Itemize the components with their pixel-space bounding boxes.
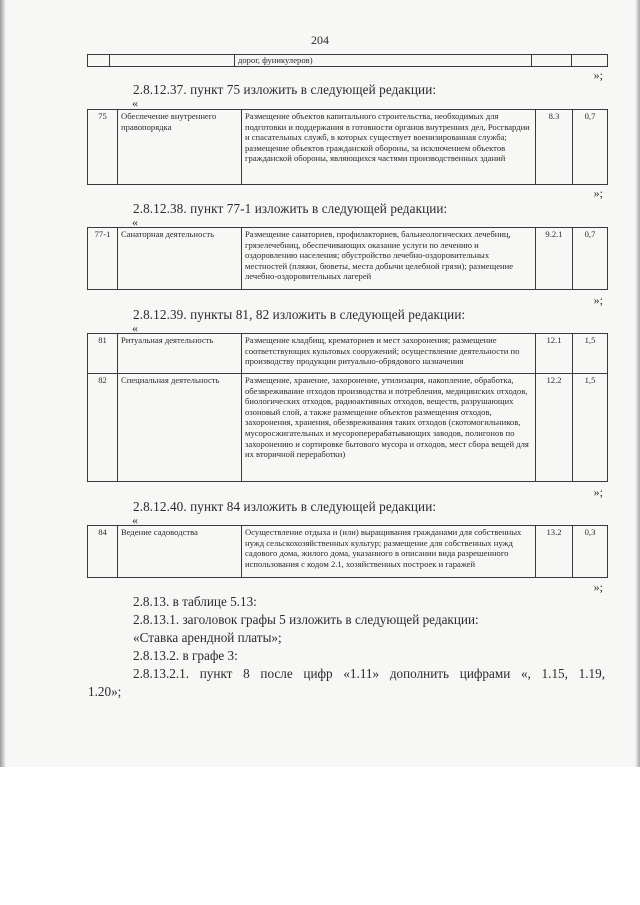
section-heading: 2.8.12.40. пункт 84 изложить в следующей редакции: <box>133 499 437 514</box>
cell-code: 12.2 <box>536 374 573 482</box>
paragraph-continuation: 1.20»; <box>88 684 122 699</box>
opening-quote: « <box>132 321 138 335</box>
scan-shadow-left <box>0 0 6 767</box>
table-row <box>88 334 608 374</box>
closing-quote: »; <box>593 186 603 200</box>
cell-num: 77-1 <box>88 228 118 290</box>
closing-quote: »; <box>593 580 603 594</box>
table-continuation <box>87 54 608 67</box>
cell-desc: Размещение санаториев, профилакториев, бальнеологических лечебниц, грязелечебниц, обеспечивающих оказание услуги по лечению и оздоровлению населения; обустройство лечебно-оздоровительных местностей (пляжи, бюветы, места добычи целебной грязи); размещение лечебно-оздоровительных лагерей <box>242 228 536 290</box>
paragraph: 2.8.13.2.1. пункт 8 после цифр «1.11» дополнить цифрами «, 1.15, 1.19, <box>133 666 605 681</box>
table-row <box>88 228 608 290</box>
paragraph: 2.8.13.2. в графе 3: <box>133 648 238 663</box>
cell-code: 12.1 <box>536 334 573 374</box>
cell-num: 75 <box>88 110 118 185</box>
page-number: 204 <box>311 33 329 47</box>
cell-rate: 0,7 <box>573 110 608 185</box>
table-row <box>88 55 608 67</box>
cell-code: 8.3 <box>536 110 573 185</box>
cell-code: 13.2 <box>536 526 573 578</box>
cell-desc: дорог, фуникулеров) <box>235 55 532 67</box>
closing-quote: »; <box>593 68 603 82</box>
cell-name: Обеспечение внутреннего правопорядка <box>118 110 242 185</box>
table-row <box>88 110 608 185</box>
table-row <box>88 374 608 482</box>
paragraph: «Ставка арендной платы»; <box>133 630 282 645</box>
cell-num: 81 <box>88 334 118 374</box>
table-row <box>88 526 608 578</box>
table-section-3 <box>87 333 608 482</box>
section-heading: 2.8.12.38. пункт 77-1 изложить в следующей редакции: <box>133 201 448 216</box>
cell-name: Ритуальная деятельность <box>118 334 242 374</box>
scan-shadow-right <box>635 0 640 767</box>
closing-quote: »; <box>593 485 603 499</box>
cell-num: 82 <box>88 374 118 482</box>
cell-code: 9.2.1 <box>536 228 573 290</box>
cell-desc: Размещение объектов капитального строительства, необходимых для подготовки и поддержания в готовности органов внутренних дел, Росгвардии и спасательных служб, в которых существует военизированная служба; размещение объектов гражданской обороны, за исключением объектов гражданской обороны, являющихся частями производственных зданий <box>242 110 536 185</box>
paragraph: 2.8.13.1. заголовок графы 5 изложить в следующей редакции: <box>133 612 479 627</box>
table-section-2 <box>87 227 608 290</box>
section-heading: 2.8.12.37. пункт 75 изложить в следующей редакции: <box>133 82 437 97</box>
cell-rate: 1,5 <box>573 374 608 482</box>
paragraph: 2.8.13. в таблице 5.13: <box>133 594 257 609</box>
table-section-4 <box>87 525 608 578</box>
table-section-1 <box>87 109 608 185</box>
cell-desc: Размещение кладбищ, крематориев и мест захоронения; размещение соответствующих культовых сооружений; осуществление деятельности по производству продукции ритуально-обрядового назначения <box>242 334 536 374</box>
cell-rate: 0,3 <box>573 526 608 578</box>
section-heading: 2.8.12.39. пункты 81, 82 изложить в следующей редакции: <box>133 307 466 322</box>
cell-name: Санаторная деятельность <box>118 228 242 290</box>
cell-name: Ведение садоводства <box>118 526 242 578</box>
cell-desc: Осуществление отдыха и (или) выращивания гражданами для собственных нужд сельскохозяйственных культур; размещение для собственных нужд садового дома, жилого дома, указанного в описании вида разрешенного использования с кодом 2.1, хозяйственных построек и гаражей <box>242 526 536 578</box>
cell-num: 84 <box>88 526 118 578</box>
cell-name: Специальная деятельность <box>118 374 242 482</box>
closing-quote: »; <box>593 293 603 307</box>
cell-desc: Размещение, хранение, захоронение, утилизация, накопление, обработка, обезвреживание отходов производства и потребления, медицинских отходов, биологических отходов, радиоактивных отходов, веществ, разрушающих озоновый слой, а также размещение объектов размещения отходов, захоронения, хранения, обезвреживания таких отходов (скотомогильников, мусоросжигательных и мусороперерабатывающих заводов, полигонов по захоронению и сортировке бытового мусора и отходов, мест сбора вещей для их вторичной переработки) <box>242 374 536 482</box>
cell-rate: 1,5 <box>573 334 608 374</box>
opening-quote: « <box>132 96 138 110</box>
opening-quote: « <box>132 215 138 229</box>
cell-rate: 0,7 <box>573 228 608 290</box>
opening-quote: « <box>132 513 138 527</box>
